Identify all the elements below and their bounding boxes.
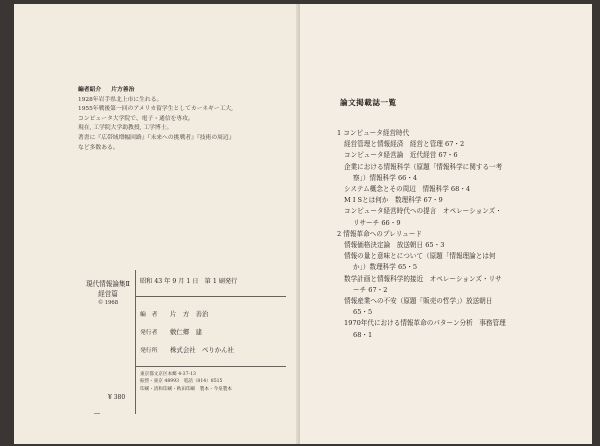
colophon-divider (135, 270, 136, 414)
profile-line: 現在, 工学院大学助教授, 工学博士。 (78, 125, 173, 132)
editor-row (140, 309, 208, 318)
profile-line: コンピュータ大学院で、電子・通信を専攻。 (78, 115, 194, 122)
toc-title: 論文掲載誌一覧 (340, 98, 397, 107)
publisher-label: 発行所 (140, 348, 158, 354)
toc-section-heading: 2 情報革命へのプレリュード (337, 229, 422, 238)
profile-line: 著書に『広帯域増幅回路』『未来への挑戦者』『技術の周辺』 (78, 134, 235, 141)
profile-line: など多数ある。 (78, 144, 119, 151)
toc-entry: 情報価格決定論 放送朝日 65・3 (344, 241, 445, 250)
profile-line: 1928年岩手県北上市に生れる。 (78, 96, 163, 103)
toc-entry: M I Sとは何か 数理科学 67・9 (344, 196, 443, 205)
toc-entry-continuation: 察」）情報科学 66・4 (353, 173, 418, 182)
toc-entry-continuation: リサーチ 66・9 (353, 218, 401, 227)
profile-heading (78, 86, 288, 96)
publisher-person-row (140, 327, 202, 336)
toc-entry: 経営管理と情報経済 経営と管理 67・2 (344, 140, 465, 149)
profile-name: 片方善治 (111, 87, 135, 93)
colophon-rule (136, 296, 286, 297)
toc-entry-continuation: 65・5 (353, 308, 373, 317)
publisher-address (140, 371, 232, 393)
toc-entry: 企業における情報科学（原題「情報科学に関する一考 (344, 162, 503, 171)
publisher-row (140, 345, 234, 354)
address-line: 東京都文京区本郷 4-37-13 (140, 372, 196, 377)
publisher-person-label: 発行者 (140, 330, 158, 336)
address-line: 振替・東京 48993 電話（814）8515 (140, 379, 223, 385)
toc-entry: コンピュータ経営論 近代経営 67・6 (344, 151, 458, 160)
copyright-mark: © 1968 (97, 300, 119, 306)
publisher-name: 株式会社 ぺりかん社 (170, 346, 234, 354)
toc-entry-continuation: ーチ 67・2 (353, 285, 388, 294)
editor-label: 編 者 (140, 312, 158, 318)
series-title (82, 279, 134, 299)
publisher-person-name: 敷仁郷 建 (170, 328, 202, 336)
publication-date: 昭和 43 年 9 月 1 日 第 1 刷発行 (140, 278, 238, 285)
toc-entry: 情報の量と意味とについて（原題「情報理論とは何 (344, 252, 496, 261)
toc-entry-continuation: 68・1 (353, 330, 373, 339)
profile-line: 1955年戦後第一回のアメリカ留学生としてカーネギー工大, (78, 106, 234, 113)
editor-name: 片 方 善治 (170, 310, 209, 318)
editor-profile (78, 86, 288, 153)
colophon-rule (136, 366, 286, 367)
series-title-sub: 経営篇 (98, 290, 118, 298)
toc-entry: コンピュータ経営時代への提言 オペレーションズ・ (344, 207, 502, 216)
toc-entry: システム概念とその周辺 情報科学 68・4 (344, 185, 471, 194)
page-mark (94, 413, 100, 414)
series-title-main: 現代情報論集Ⅱ (85, 280, 131, 288)
toc-entry: 1970年代における情報革命のパターン分析 事務管理 (344, 319, 506, 328)
toc-section-heading: 1 コンピュータ経営時代 (337, 129, 410, 137)
toc-entry-continuation: か」）数理科学 65・5 (353, 263, 418, 272)
toc-entry: 情報産業への不安（原題「販売の哲学」）放送朝日 (344, 297, 493, 306)
toc-list (337, 128, 567, 341)
toc-entry: 数学計画と情報科学的接近 オペレーションズ・リサ (344, 274, 502, 283)
address-line: 印刷・清和印刷・秋田印刷 製本・今泉製本 (140, 386, 232, 392)
profile-label: 編者紹介 (78, 87, 102, 93)
price: ¥ 380 (108, 394, 126, 401)
